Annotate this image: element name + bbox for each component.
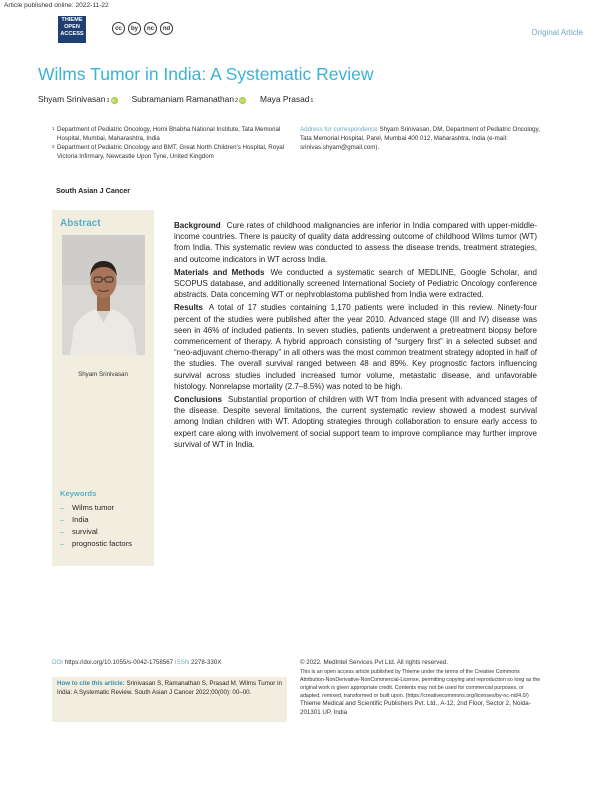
how-to-cite-label: How to cite this article: — [57, 680, 125, 687]
section-text: Substantial proportion of children with WT from India present with advanced stages of the disease. Despite several limitations, the current systematic review showed a modest survival among Indian children with WT. Adopting strategies through collaboration to ensure early access to expert care along with involvement of social support team to improve compliance may further improve survival of WT in India. — [174, 395, 537, 449]
thieme-open-access-logo — [58, 16, 86, 43]
author-photo — [62, 235, 145, 355]
keyword-item: – India — [60, 514, 132, 526]
issn-label: ISSN — [174, 659, 190, 666]
section-heading: Conclusions — [174, 395, 223, 405]
author-sup: 1 — [106, 98, 110, 104]
doi-issn-line — [52, 659, 221, 666]
abstract-section — [174, 394, 537, 450]
section-text: Cure rates of childhood malignancies are inferior in India compared with upper-middle-income countries. There is paucity of quality data addressing outcome of childhood Wilms tumor (WT) from India. This systematic review was conducted to assess the disease trends, treatment strategies, and outcome indicators in WT across India. — [174, 221, 537, 264]
article-type: Original Article — [531, 28, 583, 37]
published-online-note: Article published online: 2022-11-22 — [4, 2, 109, 9]
doi-label: DOI — [52, 659, 64, 666]
abstract-body — [174, 220, 537, 452]
keyword-item: – prognostic factors — [60, 538, 132, 550]
author-name: Shyam Srinivasan — [38, 94, 106, 104]
logo-line-3: ACCESS — [60, 31, 84, 37]
section-heading: Materials and Methods — [174, 267, 265, 277]
affiliation-item — [52, 125, 292, 143]
copyright-line: © 2022. MedIntel Services Pvt Ltd. All rights reserved. — [300, 659, 448, 666]
author[interactable] — [132, 94, 246, 104]
keywords-list — [60, 502, 132, 550]
author-name: Maya Prasad — [260, 94, 310, 104]
abstract-section — [174, 267, 537, 301]
section-heading: Results — [174, 303, 203, 313]
copyright-block — [300, 659, 545, 717]
photo-caption: Shyam Srinivasan — [78, 371, 128, 378]
by-icon: by — [128, 22, 141, 35]
author-photo-illustration — [62, 235, 145, 355]
how-to-cite-text: Srinivasan S, Ramanathan S, Prasad M. Wilms Tumor in India: A Systematic Review. South Asian J Cancer 2022;00(00): 00–00. — [57, 680, 282, 696]
logo-line-2: OPEN — [64, 24, 80, 30]
author[interactable] — [260, 94, 313, 104]
logo-line-1: THIEME — [61, 17, 83, 23]
affiliation-sup: 2 — [52, 144, 55, 149]
author-sup: 2 — [234, 98, 239, 104]
author-list — [38, 94, 327, 104]
keyword-item: – survival — [60, 526, 132, 538]
how-to-cite-box — [52, 677, 287, 722]
section-heading: Background — [174, 221, 221, 230]
orcid-icon[interactable]: iD — [240, 98, 245, 103]
correspondence-text: Shyam Srinivasan, DM, Department of Pediatric Oncology, Tata Memorial Hospital, Parel, Mumbai 400 012, Maharashtra, India (e-mail: srinivas.shyam@gmail.com). — [300, 126, 540, 151]
cc-icon: cc — [112, 22, 125, 35]
affiliation-text: Department of Pediatric Oncology, Homi Bhabha National Institute, Tata Memorial Hospital, Mumbai, Maharashtra, India — [57, 126, 281, 142]
nc-icon: nc — [144, 22, 157, 35]
creative-commons-icons — [112, 22, 173, 35]
affiliation-sup: 1 — [52, 126, 55, 131]
affiliations — [52, 125, 292, 161]
keyword-item: – Wilms tumor — [60, 502, 132, 514]
section-text: A total of 17 studies containing 1,170 patients were included in this review. Ninety-four percent of the studies were published after the year 2010. Advanced stage (III and IV) disease was seen in 46% of included patients. In seven studies, patients underwent a pretreatment biopsy before commencement of therapy. A hybrid approach consisting of “surgery first” in a selected subset and “neo-adjuvant chemo-therapy” in all others was the most common treatment strategy adopted in half of the studies. The overall survival ranged between 48 and 89%. Key prognostic factors influencing survival across studies included increased tumor volume, metastatic disease, and unfavorable histology. Nonrelapse mortality (2.7–8.5%) was noted to be high. — [174, 303, 537, 391]
doi-link[interactable]: https://doi.org/10.1055/s-0042-1758567 — [64, 659, 174, 666]
affiliation-text: Department of Pediatric Oncology and BMT, Great North Children's Hospital, Royal Victoria Infirmary, Newcastle Upon Tyne, United Kingdom — [57, 144, 285, 160]
journal-name: South Asian J Cancer — [56, 186, 131, 195]
license-text: This is an open access article published by Thieme under the terms of the Creative Commons Attribution-NonDerivative-NonCommercial-License, permitting copying and reproduction so long as the original work is given appropriate credit. Contents may not be used for commercial purposes, or adapted, remixed, transformed or built upon. (https://creativecommons.org/licenses/by-nc-nd/4.0/) — [300, 668, 541, 699]
correspondence-label: Address for correspondence — [300, 126, 378, 133]
issn-value: 2278-330X — [191, 659, 222, 666]
publisher-address: Thieme Medical and Scientific Publishers Pvt. Ltd., A-12, 2nd Floor, Sector 2, Noida-201301 UP, India — [300, 699, 531, 716]
correspondence — [300, 125, 545, 152]
article-title: Wilms Tumor in India: A Systematic Review — [38, 64, 374, 84]
author-sup: 1 — [310, 98, 314, 104]
keywords-heading: Keywords — [60, 489, 97, 498]
orcid-icon[interactable]: iD — [111, 98, 117, 103]
nd-icon: nd — [160, 22, 173, 35]
author-name: Subramaniam Ramanathan — [131, 94, 234, 104]
author[interactable] — [38, 94, 118, 104]
affiliation-item — [52, 143, 292, 161]
abstract-section — [174, 220, 537, 265]
abstract-section — [174, 302, 537, 392]
section-text: We conducted a systematic search of MEDLINE, Google Scholar, and SCOPUS database, and additionally screened International Society of Pediatric Oncology conference abstracts. Data concerning WT or nephroblastoma published from India were extracted. — [174, 267, 537, 300]
abstract-heading: Abstract — [60, 218, 101, 229]
